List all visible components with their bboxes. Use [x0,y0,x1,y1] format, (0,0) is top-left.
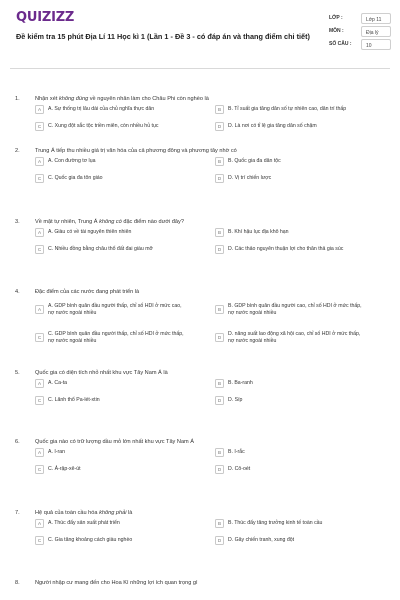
option-text: A. GDP bình quân đầu người thấp, chỉ số HDI ở mức cao, nợ nước ngoài nhiều [48,303,182,316]
option-b[interactable] [215,228,289,237]
option-letter-box[interactable]: D [215,536,224,545]
quizizz-logo: QUIZIZZ [16,10,75,25]
meta-row-count [329,39,391,52]
option-c[interactable] [35,122,158,131]
question-text-part: đặc điểm nào dưới đây? [121,219,184,225]
option-text: C. GDP bình quân đầu người thấp, chỉ số HDI ở mức thấp, nợ nước ngoài nhiều [48,331,184,344]
option-a[interactable] [35,519,120,528]
meta-label: SỐ CÂU : [329,41,352,47]
option-letter-box[interactable]: A [35,157,44,166]
option-b[interactable] [215,519,322,528]
option-d[interactable] [215,465,250,474]
document-title: Đề kiểm tra 15 phút Địa Lí 11 Học kì 1 (Lần 1 - Đề 3 - có đáp án và thang điểm chi tiết) [16,32,310,41]
option-text: B. Quốc gia đa dân tộc [228,158,281,165]
meta-value-class: Lớp 11 [361,13,391,24]
option-letter-box[interactable]: B [215,105,224,114]
question-text [35,510,385,516]
option-text: B. Tỉ suất gia tăng dân số tự nhiên cao, dân trí thấp [228,106,347,113]
question-text-part: Quốc gia có diện tích nhỏ nhất khu vực Tây Nam Á là [35,370,168,376]
meta-label: LỚP : [329,15,343,21]
question-text-emphasis: không đúng [58,96,89,102]
option-letter-box[interactable]: B [215,448,224,457]
option-letter-box[interactable]: D [215,174,224,183]
option-c[interactable] [35,396,100,405]
question-number: 6. [15,439,20,445]
option-letter-box[interactable]: C [35,396,44,405]
option-text: C. Xung đột sắc tộc triền miên, còn nhiều hủ tục [48,123,159,130]
question-text [35,580,385,586]
option-letter-box[interactable]: C [35,465,44,474]
option-c[interactable] [35,536,132,545]
option-text: D. Síp [228,397,243,404]
option-text: A. Ca-ta [48,380,68,387]
meta-value-subject: Địa lý [361,26,391,37]
option-b[interactable] [215,379,253,388]
option-text: C. Ả-rập-xê-út [48,466,81,473]
meta-panel [329,13,391,52]
option-a[interactable] [35,105,154,114]
option-d[interactable] [215,122,317,131]
option-letter-box[interactable]: B [215,228,224,237]
question-number: 1. [15,96,20,102]
option-d[interactable] [215,396,242,405]
option-text: C. Lãnh thổ Pa-lét-xtin [48,397,100,404]
option-text: A. Giàu có về tài nguyên thiên nhiên [48,229,132,236]
option-text: B. Ba-ranh [228,380,253,387]
option-c[interactable] [35,174,103,183]
option-text: B. I-rắc [228,449,245,456]
option-text: D. Các thảo nguyên thuận lợi cho thân thả gia súc [228,246,344,253]
option-text: B. GDP bình quân đầu người cao, chỉ số HDI ở mức thấp, nợ nước ngoài nhiều [228,303,362,316]
question-number: 7. [15,510,20,516]
option-d[interactable] [215,536,294,545]
option-text: D. Vị trí chiến lược [228,175,272,182]
option-letter-box[interactable]: B [215,379,224,388]
question-text [35,96,385,102]
option-a[interactable] [35,228,131,237]
meta-row-subject [329,26,391,39]
question-number: 4. [15,289,20,295]
option-b[interactable] [215,448,245,457]
option-a[interactable] [35,303,185,316]
option-d[interactable] [215,331,365,344]
option-letter-box[interactable]: C [35,122,44,131]
question-text-part: Về mặt tự nhiên, Trung Á [35,219,100,225]
option-letter-box[interactable]: D [215,465,224,474]
question-text [35,439,385,445]
question-text-part: Quốc gia nào có trữ lượng dầu mỏ lớn nhất khu vực Tây Nam Á [35,439,195,445]
question-number: 8. [15,580,20,586]
option-text: D. Là nơi có tỉ lệ gia tăng dân số chậm [228,123,317,130]
question-text [35,148,385,154]
option-letter-box[interactable]: A [35,519,44,528]
option-text: B. Khí hậu lục địa khô hạn [228,229,289,236]
question-text-part: Nhận xét [35,96,59,102]
option-b[interactable] [215,303,365,316]
meta-value-count: 10 [361,39,391,50]
meta-row-class [329,13,391,26]
option-text: C. Nhiều đồng bằng châu thổ đất đai giàu mỡ [48,246,153,253]
question-text-part: Trung Á tiếp thu nhiều giá trị văn hóa của cả phương đông và phương tây nhờ có [35,148,237,154]
option-b[interactable] [215,157,281,166]
option-d[interactable] [215,245,343,254]
option-a[interactable] [35,448,65,457]
option-letter-box[interactable]: D [215,396,224,405]
question-text [35,289,385,295]
option-letter-box[interactable]: B [215,519,224,528]
question-text-emphasis: không phải [99,510,127,516]
option-d[interactable] [215,174,271,183]
option-letter-box[interactable]: B [215,157,224,166]
question-number: 5. [15,370,20,376]
option-letter-box[interactable]: C [35,536,44,545]
meta-label: MÔN : [329,28,344,34]
option-letter-box[interactable]: A [35,105,44,114]
option-text: D. Cô-oét [228,466,251,473]
option-text: C. Gia tăng khoảng cách giàu nghèo [48,537,133,544]
option-text: A. Sự thống trị lâu dài của chủ nghĩa thực dân [48,106,155,113]
option-c[interactable] [35,331,185,344]
option-letter-box[interactable]: D [215,245,224,254]
option-letter-box[interactable]: C [35,333,44,342]
option-letter-box[interactable]: D [215,333,224,342]
question-text [35,219,385,225]
option-text: A. I-ran [48,449,66,456]
option-a[interactable] [35,379,67,388]
option-letter-box[interactable]: A [35,379,44,388]
option-c[interactable] [35,465,81,474]
header-divider [10,68,390,69]
option-letter-box[interactable]: A [35,305,44,314]
option-text: D. Gây chiến tranh, xung đột [228,537,295,544]
question-number: 3. [15,219,20,225]
option-a[interactable] [35,157,95,166]
option-c[interactable] [35,245,153,254]
question-text [35,370,385,376]
question-text-emphasis: không có [99,219,122,225]
option-text: A. Con đường tơ lụa [48,158,96,165]
question-text-part: Hệ quả của toàn cầu hóa [35,510,100,516]
question-text-part: về nguyên nhân làm cho Châu Phi còn nghèo là [88,96,209,102]
document-header [0,0,400,66]
option-text: A. Thúc đẩy sản xuất phát triển [48,520,120,527]
option-b[interactable] [215,105,346,114]
question-text-part: là [126,510,133,516]
option-letter-box[interactable]: B [215,305,224,314]
question-text-part: Người nhập cư mang đến cho Hoa Kì những lợi ích quan trọng gì [35,580,198,586]
option-letter-box[interactable]: A [35,228,44,237]
option-letter-box[interactable]: C [35,245,44,254]
option-text: B. Thúc đẩy tăng trưởng kinh tế toàn cầu [228,520,323,527]
option-text: D. năng suất lao động xã hội cao, chỉ số HDI ở mức thấp, nợ nước ngoài nhiều [228,331,361,344]
question-number: 2. [15,148,20,154]
option-letter-box[interactable]: A [35,448,44,457]
question-text-part: Đặc điểm của các nước đang phát triển là [35,289,140,295]
option-text: C. Quốc gia đa tôn giáo [48,175,103,182]
option-letter-box[interactable]: D [215,122,224,131]
option-letter-box[interactable]: C [35,174,44,183]
